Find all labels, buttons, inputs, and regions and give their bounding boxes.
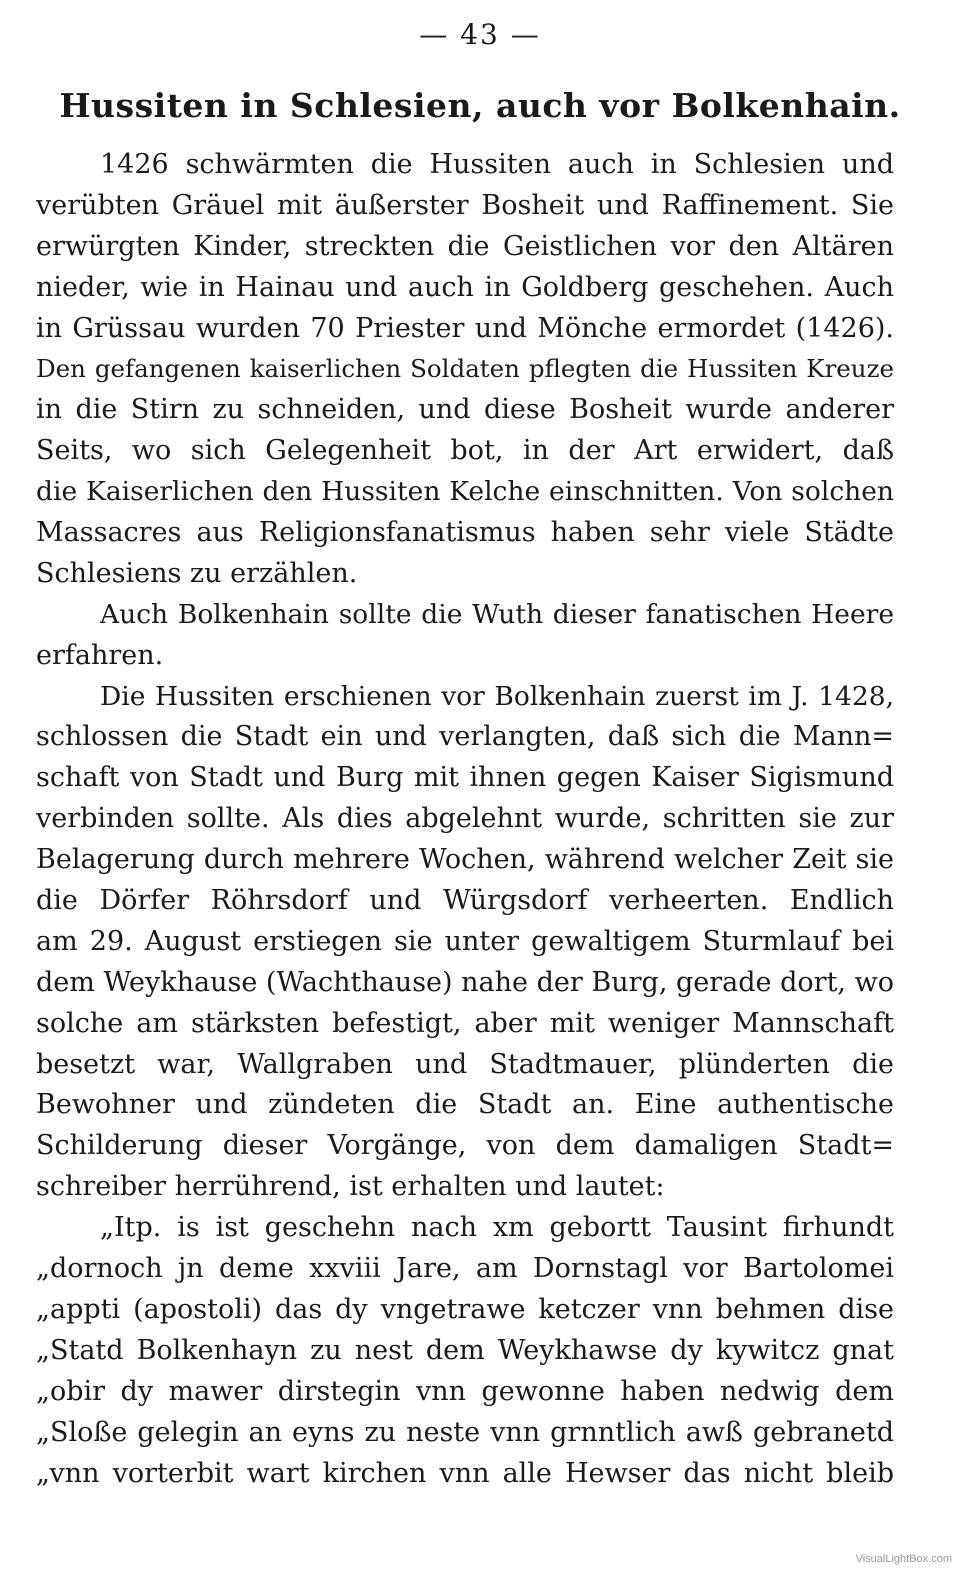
quote-line: „Itp. is ist geschehn nach xm gebortt Tausint firhundt (100, 1212, 894, 1244)
text-line: verübten Gräuel mit äußerster Bosheit und Raffinement. Sie (36, 189, 894, 221)
text-line: Den gefangenen kaiserlichen Soldaten pflegten die Hussiten Kreuze (36, 354, 894, 384)
text-line: verbinden sollte. Als dies abgelehnt wurde, schritten sie zur (36, 803, 894, 835)
text-line: Schlesiens zu erzählen. (36, 557, 358, 589)
text-line: erfahren. (36, 639, 164, 671)
quote-line: „Sloße gelegin an eyns zu neste vnn grnntlich awß gebranetd (36, 1416, 894, 1448)
quote-line: „dornoch jn deme xxviii Jare, am Dornstagl vor Bartolomei (36, 1253, 894, 1285)
body-text (36, 145, 894, 1494)
quote-line: „obir dy mawer dirstegin vnn gewonne haben nedwig dem (36, 1375, 894, 1407)
text-line: 1426 schwärmten die Hussiten auch in Schlesien und (100, 149, 894, 180)
text-line: schlossen die Stadt ein und verlangten, daß sich die Mann= (36, 721, 894, 753)
quote-line: „appti (apostoli) das dy vngetrawe ketczer vnn behmen dise (36, 1293, 894, 1325)
text-line: schaft von Stadt und Burg mit ihnen gegen Kaiser Sigismund (36, 762, 894, 794)
text-line: in die Stirn zu schneiden, und diese Bosheit wurde anderer (36, 394, 894, 426)
text-line: nieder, wie in Hainau und auch in Goldberg geschehen. Auch (36, 271, 894, 303)
text-line: Belagerung durch mehrere Wochen, während welcher Zeit sie (36, 844, 894, 876)
text-line: Die Hussiten erschienen vor Bolkenhain zuerst im J. 1428, (100, 680, 894, 712)
text-line: Massacres aus Religionsfanatismus haben sehr viele Städte (36, 517, 894, 549)
page-number: — 43 — (419, 18, 541, 51)
text-line: Auch Bolkenhain sollte die Wuth dieser fanatischen Heere (100, 598, 894, 630)
text-line: schreiber herrührend, ist erhalten und lautet: (36, 1171, 665, 1203)
text-line: dem Weykhause (Wachthause) nahe der Burg, gerade dort, wo (36, 966, 894, 998)
text-line: besetzt war, Wallgraben und Stadtmauer, plünderten die (36, 1048, 894, 1080)
text-line: die Dörfer Röhrsdorf und Würgsdorf verheerten. Endlich (36, 885, 894, 917)
text-line: die Kaiserlichen den Hussiten Kelche einschnitten. Von solchen (36, 476, 894, 508)
quote-line: „Statd Bolkenhayn zu nest dem Weykhawse dy kywitcz gnat (36, 1334, 894, 1366)
section-heading: Hussiten in Schlesien, auch vor Bolkenhain. (59, 86, 901, 125)
text-line: Schilderung dieser Vorgänge, von dem damaligen Stadt= (36, 1130, 894, 1162)
watermark: VisualLightBox.com (855, 1553, 952, 1565)
text-line: Bewohner und zündeten die Stadt an. Eine authentische (36, 1089, 894, 1121)
text-line: am 29. August erstiegen sie unter gewaltigem Sturmlauf bei (36, 925, 894, 957)
text-line: erwürgten Kinder, streckten die Geistlichen vor den Altären (36, 230, 894, 262)
text-line: in Grüssau wurden 70 Priester und Mönche ermordet (1426). (36, 312, 894, 344)
text-line: solche am stärksten befestigt, aber mit weniger Mannschaft (36, 1007, 894, 1039)
quote-line: „vnn vorterbit wart kirchen vnn alle Hewser das nicht bleib (36, 1457, 894, 1489)
text-line: Seits, wo sich Gelegenheit bot, in der Art erwidert, daß (36, 435, 894, 467)
